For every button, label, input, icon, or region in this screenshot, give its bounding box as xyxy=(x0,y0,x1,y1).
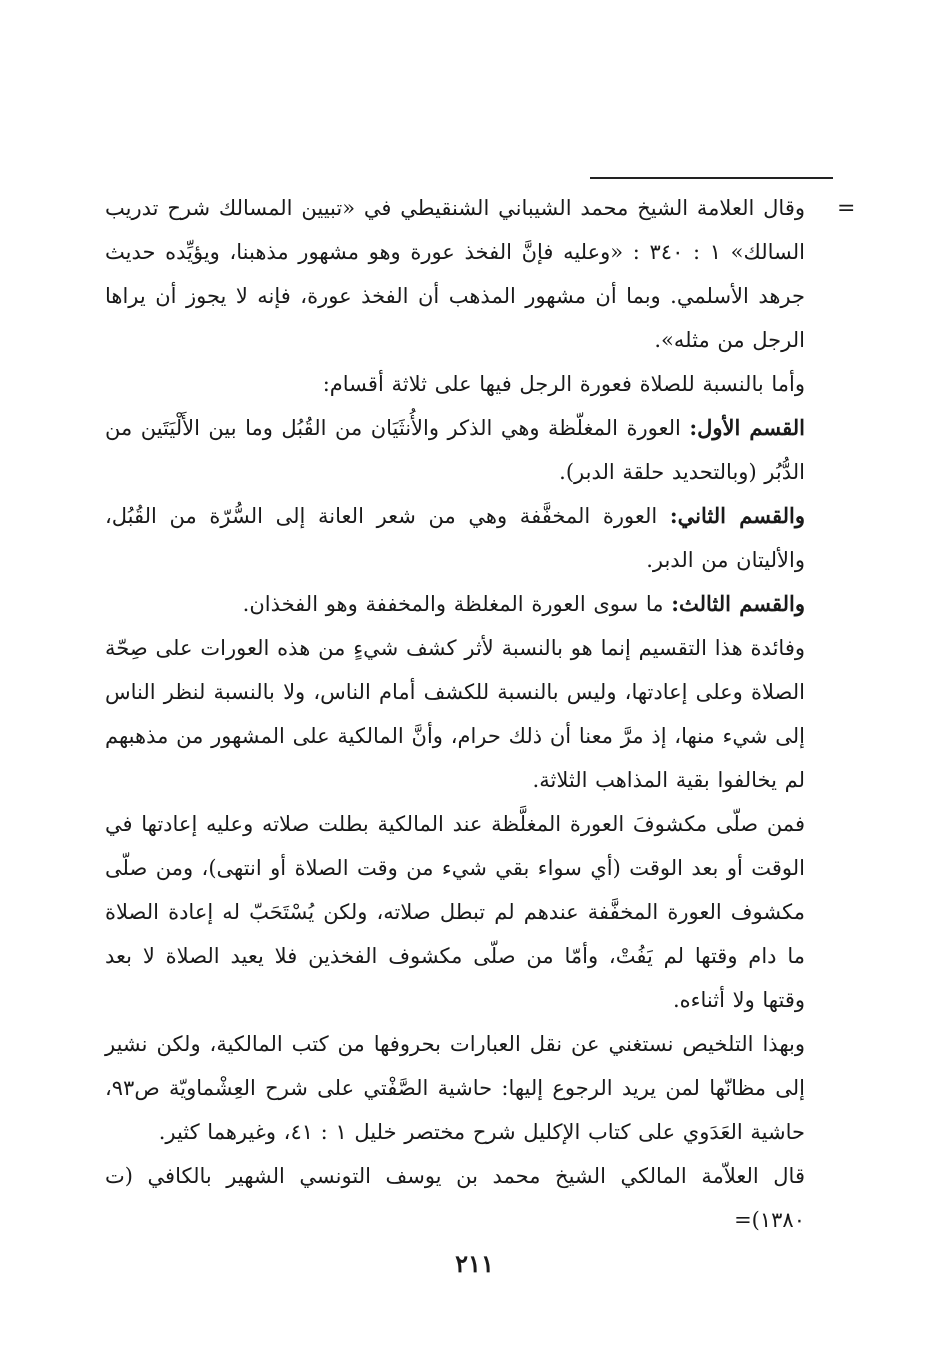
paragraph-intro-sections xyxy=(105,362,805,406)
paragraph-kafi-quote xyxy=(105,1154,805,1242)
section-label: القسم الأول: xyxy=(689,415,805,440)
paragraph-text: وبهذا التلخيص نستغني عن نقل العبارات بحروفها من كتب المالكية، ولكن نشير إلى مظانّها لمن يريد الرجوع إليها: حاشية الصَّفْتي على شرح العِشْماويّة ص٩٣، حاشية العَدَوي على كتاب الإكليل شرح مختصر خليل ١ : ٤١، وغيرهما كثير. xyxy=(105,1032,805,1144)
paragraph-text: وفائدة هذا التقسيم إنما هو بالنسبة لأثر كشف شيءٍ من هذه العورات على صِحّة الصلاة وعلى إعادتها، وليس بالنسبة للكشف أمام الناس، ولا بالنسبة لنظر الناس إلى شيء منها، إذ مرَّ معنا أن ذلك حرام، وأنَّ المالكية على المشهور من مذهبهم لم يخالفوا بقية المذاهب الثلاثة. xyxy=(105,636,805,792)
footnote-separator-rule xyxy=(590,177,833,179)
page-number: ٢١١ xyxy=(455,1249,494,1278)
section-label: والقسم الثالث: xyxy=(671,591,805,616)
footnote-continuation-mark: = xyxy=(837,196,856,221)
paragraph-text: ما سوى العورة المغلظة والمخففة وهو الفخذان. xyxy=(242,592,672,616)
paragraph-text: العورة المغلّظة وهي الذكر والأُنثَيَان من القُبُل وما بين الأَلْيَتَين من الدُّبُر (وبالتحديد حلقة الدبر). xyxy=(105,416,805,484)
paragraph-references xyxy=(105,1022,805,1154)
section-label: والقسم الثاني: xyxy=(669,503,805,528)
paragraph-benefit xyxy=(105,626,805,802)
paragraph-section-two xyxy=(105,494,805,582)
paragraph-section-one xyxy=(105,406,805,494)
footnote-body xyxy=(105,186,805,1242)
paragraph-section-three xyxy=(105,582,805,626)
paragraph-ruling xyxy=(105,802,805,1022)
paragraph-text: العورة المخفَّفة وهي من شعر العانة إلى السُّرّة من القُبُل، والأليتان من الدبر. xyxy=(105,504,805,572)
paragraph-text: وأما بالنسبة للصلاة فعورة الرجل فيها على ثلاثة أقسام: xyxy=(322,372,805,396)
paragraph-text: فمن صلّى مكشوفَ العورة المغلَّظة عند المالكية بطلت صلاته وعليه إعادتها في الوقت أو بعد الوقت (أي سواء بقي شيء من وقت الصلاة أو انتهى)، ومن صلّى مكشوف العورة المخفَّفة عندهم لم تبطل صلاته، ولكن يُسْتَحَبّ له إعادة الصلاة ما دام وقتها لم يَفُتْ، وأمّا من صلّى مكشوف الفخذين فلا يعيد الصلاة لا بعد وقتها ولا أثناءه. xyxy=(105,812,805,1012)
paragraph-text: قال العلاّمة المالكي الشيخ محمد بن يوسف التونسي الشهير بالكافي (ت ١٣٨٠)= xyxy=(105,1164,805,1232)
paragraph-quote-shinqiti xyxy=(105,186,805,362)
paragraph-text: وقال العلامة الشيخ محمد الشيباني الشنقيطي في «تبيين المسالك شرح تدريب السالك» ١ : ٣٤٠ : «وعليه فإنَّ الفخذ عورة وهو مشهور مذهبنا، ويؤيِّده حديث جرهد الأسلمي. وبما أن مشهور المذهب أن الفخذ عورة، فإنه لا يجوز أن يراها الرجل من مثله». xyxy=(105,196,805,352)
